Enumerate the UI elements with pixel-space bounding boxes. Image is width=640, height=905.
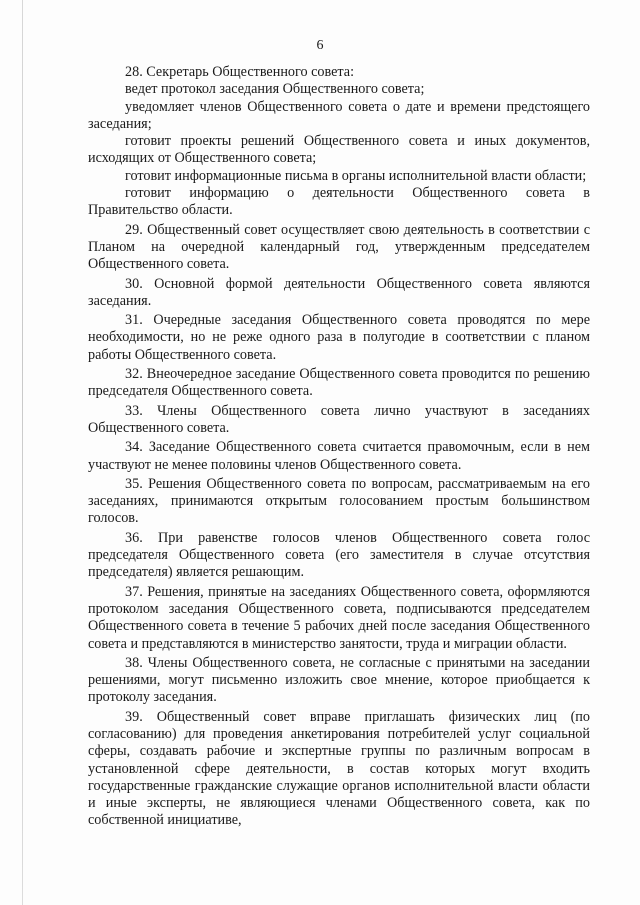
paragraph-28-item-4: готовит информационные письма в органы исполнительной власти области;: [125, 167, 587, 184]
paragraph-37: 37. Решения, принятые на заседаниях Общественного совета, оформляются протоколом заседания Общественного совета, подписываются председателем Общественного совета в течение 5 рабочих дней после заседания Общественного совета и представляются в министерство занятости, труда и миграции области.: [88, 583, 590, 652]
document-body: [88, 64, 590, 830]
paragraph-28-item-1: ведет протокол заседания Общественного совета;: [125, 81, 425, 98]
paragraph-30: 30. Основной формой деятельности Общественного совета являются заседания.: [88, 275, 590, 309]
paragraph-29: 29. Общественный совет осуществляет свою деятельность в соответствии с Планом на очередной календарный год, утвержденным председателем Общественного совета.: [88, 221, 590, 273]
scan-edge-line: [22, 0, 23, 905]
paragraph-33: 33. Члены Общественного совета лично участвуют в заседаниях Общественного совета.: [88, 402, 590, 436]
page-number: 6: [316, 38, 324, 53]
paragraph-31: 31. Очередные заседания Общественного совета проводятся по мере необходимости, но не реже одного раза в полугодие в соответствии с планом работы Общественного совета.: [88, 312, 590, 363]
paragraph-28-item-2: уведомляет членов Общественного совета о дате и времени предстоящего заседания;: [88, 98, 590, 132]
paragraph-32: 32. Внеочередное заседание Общественного совета проводится по решению председателя Общественного совета.: [88, 366, 590, 400]
paragraph-35: 35. Решения Общественного совета по вопросам, рассматриваемым на его заседаниях, принимаются открытым голосованием простым большинством голосов.: [88, 475, 590, 527]
paragraph-28-item-3: готовит проекты решений Общественного совета и иных документов, исходящих от Общественного совета;: [88, 133, 590, 167]
paragraph-28: 28. Секретарь Общественного совета:: [125, 64, 355, 80]
paragraph-38: 38. Члены Общественного совета, не согласные с принятыми на заседании решениями, могут письменно изложить свое мнение, которое приобщается к протоколу заседания.: [88, 654, 590, 706]
paragraph-28-item-5: готовит информацию о деятельности Общественного совета в Правительство области.: [88, 185, 590, 219]
paragraph-36: 36. При равенстве голосов членов Общественного совета голос председателя Общественного совета (его заместителя в случае отсутствия председателя) является решающим.: [88, 529, 590, 581]
paragraph-39: 39. Общественный совет вправе приглашать физических лиц (по согласованию) для проведения анкетирования потребителей услуг социальной сферы, создавать рабочие и экспертные группы по различным вопросам в установленной сфере деятельности, в состав которых могут входить государственные гражданские служащие органов исполнительной власти области и иные эксперты, не являющиеся членами Общественного совета, как по собственной инициативе,: [88, 708, 590, 829]
paragraph-34: 34. Заседание Общественного совета считается правомочным, если в нем участвуют не менее половины членов Общественного совета.: [88, 439, 590, 473]
